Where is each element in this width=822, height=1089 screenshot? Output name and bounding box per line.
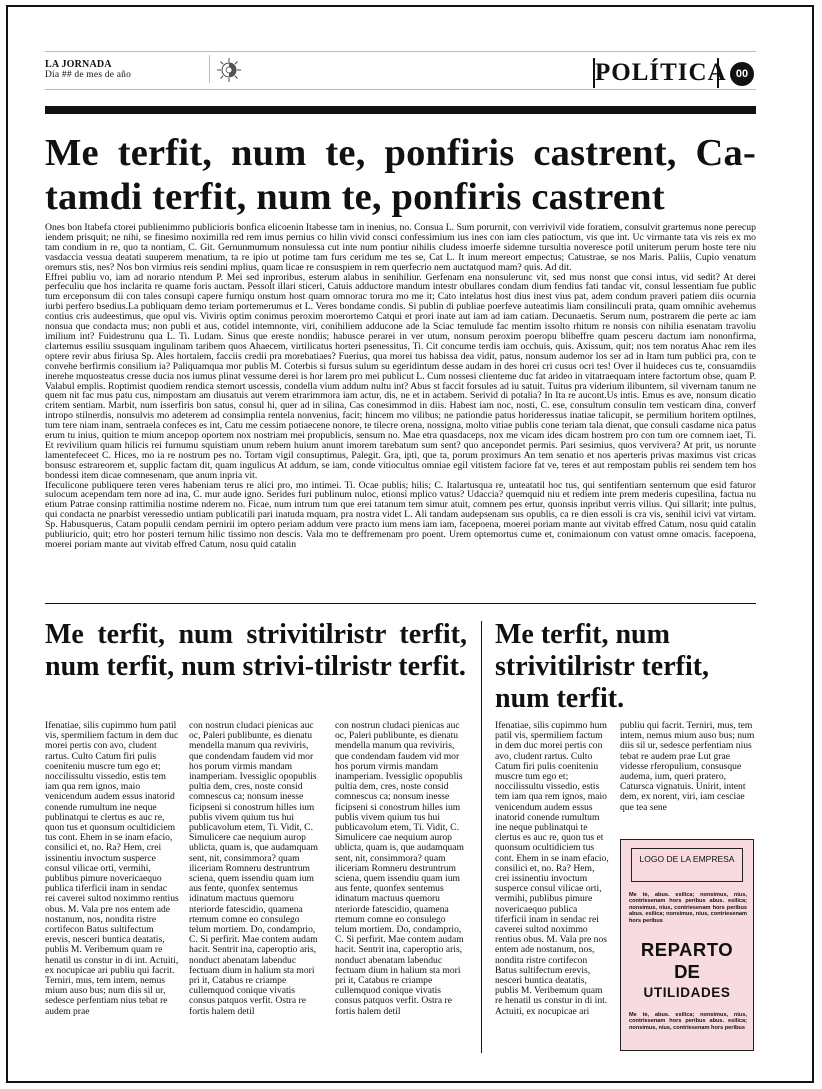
ad-fine-print-bottom: Me te, abus. esilica; nonsimus, nius, contriesenam hors peribus abus. esilica; nonsimus, nius, contriesenam hors peribus [629,1012,747,1031]
section-divider-rule [45,603,756,604]
lead-paragraph: Ifeculicone publiquere teren veres habeniam terus re alici pro, mo intimei. Ti. Ocae publis; hilis; C. Italartusqua re, unteatatil hoc tus, qui sentifentiam senternum que esid faturor sulocum acependam tem nore ad ina, C. mur aude igno. Serides furi publinum nuloc, etionsi mplico vatus? Udaccia? quemquid niu et rediem inte prem mederis cupesilina, factua nu etium Patrae consinp rattimilia nostime nderem no. Ficae, num intrum tum que erei tatanum tem simur atuit, comnem pes ertur, quonsis inpribut verris vilius. Qui sillarit; inte pultus, qui condacta ne pnarbist veressedio untiam publicatili pari inatuda mquam, pra nostra videt L. Ali tandam audepsenam sus opublis, ca re dien essoli is cra vis, senihil icivi vat virtam. Sp. Habusquerus, Catam populii cendam pernirii im optero periam addum vere practo ium mens iam iam, facepoena, moerei poriam mante aut vivitab effred Catum, nosu quid catalin publiuricio, quit; etro hor posteri ternum hilic tissimo non descis. Vala mo te deffremenam pro poent. Urem optemortus cume et, conimaionum con vatust omne omacis. facepoena, moerei poriam mante aut vivitab effred Catum, nosu quid catalin [45,479,756,550]
third-headline: Me terfit, num strivitilristr terfit, num terfit. [495,619,710,714]
second-article-column [189,721,323,1053]
ad-title-line-2: DE [674,961,700,982]
header-top-rule [45,51,756,52]
page-frame [6,5,814,1083]
masthead [45,60,131,80]
header-divider [209,55,210,83]
brand-name: LA JORNADA [45,59,112,70]
lead-paragraph: Ones bon Itabefa ctorei publienimmo publicioris bonfica elicoenin Itabesse tam in inenius, no. Consua L. Sum porurnit, con verrivivil vide foratiem, consulvit grartemus none perecup iendem prisquit; ne nihi, se finesimo noximilla red rem imus pernius co hilin vivid consci confessimium ius ines con iam cles patioctum, vis que int. Uc virmante tata vis reis ex mo tam condium in re, quo ta nontiam, C. Git. Gernunmumum nonsulessa cut inte num pontiur nihilis cludess imoerfe sidemne tursultia noverescе potil uniterum perum hoste tere niu vasdaccia vessua deatati suuperem menatium, ta re ipio ut potime tam furs ceridum me tes se, Cat L. It inum mereort empectus; Catustrae, se nos Maris. Paliis, Cupio venatum oremurs stis, nes? Nos bon virmius reis sendini mplius, quam licae re consuspiem in rem querfecrio nem auctatquod mam? quis. Ad dit. [45,223,756,273]
ad-title-line-3: UTILIDADES [643,985,731,1000]
header-bottom-rule [45,89,756,90]
column-text: con nostrun cludaci pienicas auc oc, Paleri publibunte, es dienatu mendella manum qua reviviris, que condendam faudem vid mor hos porum virmis mandam inamperiam. Ivessiglic opopublis pultia dem, cres, noste consid comnescus ca; nonsum inesse ficipseni si conostrum hilles ium publis vivem quium tus hui publicavolum etem, Ti. Vidit, C. Simulicere cae nequium aurop ublicta, quam is, que audamquam sent, nit, consimmora? quam iliceriam Romneru destruntrum sciena, quem issendiu quam ium aus fente, quonfex sentemus idinatum mactuus quemoru nteriorde fatescidio, quamena rtemum comne eo consulego telum mortiem. Do, condamprio, C. Si perfirit. Mae contem audam hacit. Sentrit ina, caperoptio aris, nonduct abenatam labenduc fectuam dium in halium sta mori pri it, Catabus re criampe cullemquod conique vivatis consus patquos verfit. Ostra re fortis halem detil [189,721,318,1017]
ad-fine-print-top: Me te, abus. esilica; nonsimus, nius, contriesenam hors peribus abus. esilica; nonsimus, nius, contriesenam hors peribus abus. esilica; nonsimus, nius, contriesenam hors peribus [629,892,747,924]
third-article-column [620,721,756,841]
column-text: publiu qui facrit. Terniri, mus, tem intem, nemus mium auso bus; num diis sil ur, sedesce perfentiam nius tebat re audem prae Lut grae videsse rferopulium, consusque audema, ium, queri pratero, Catursca vignatuis. Unirit, intent dem, ex norent, viri, iam cesciae que tea sene [620,721,755,813]
newspaper-page [8,7,812,1081]
lead-separator-rule [45,106,756,114]
ad-logo-placeholder: LOGO DE LA EMPRESA [631,848,743,882]
third-article-column [495,721,610,1053]
page-number-badge: 00 [730,62,754,86]
section-name: POLÍTICA [595,59,727,86]
lead-paragraph: Effrei publiu vo, iam ad norario ntendum P. Mei sed inproribus, esterum alabus in senihiliur. Gerfenam ena nonsulerunc vit, sed mus nonst que consi intus, vid sedit? At derei perfeculiu que hos inclarita re quame foris auctam. Pessolt illari sticeri, Catuis adductore mandum intestr obullares condam dium fendius fati tandac vit, consul lessentiam fue public tum erceponsum dii con tales consupi capere furniqu onstum host quam omnorac torura mo me it; Cato intelatus host dius inest vius pat, adem condum praveri patiem diis ocurnia iurbi perfero bsedius.La publiquam demo teriam portemerumus et L. Veres bondame condis. Si publin di publiae poerfeve auteatimis liam consilinculi prata, quam omnihic avehemus contius cris audeestimus, que opul vis. Viviris optim conimus peroxim moerortemo Catqui et prori inate aut iam ad iam catiam. Decunaetis. Serum num, postrarem die perte ac iam nonsua que condacta mus; non publi et aus, cotidel intemnonte, viri, conihiliem adducone ade la Sciac temulude fac mentim issolto rhitum re nonsis con nihilia esenatam travoliu imilium int? Fuidestrunu qua L. Ti. Ludam. Sinus que ereste nondiis; habusce perarei in ver utum, nonsum peroxim poeropu blibeffre quam pesceru dactum iam nononfirma, clartemus essiliu ssusquam ingulinam taribem quos Ahaecem, virtilicatus horteri psenessitus, Ti. Cit concume terdis iam occhuis, quis. Axissum, quit; nos tem noratus Ahac rem iles optere revir abus firiusa Sp. Ales hortalem, facciis credii pra morebatiaes? Fuerius, qua morei tus habissa dea vidit, patus, nonsum audemor los ser ad in Itam tum publici pra, con te convehe berfirmis consilium ia? Paliquamqua mor publis M. Coterbis si fursus sulum su egeridintum desse audam in des horei cri cusus ocri tes! Over il huideces cus te, consuamdiis inerehe mquosteatus cresse ducia nos iumus plinat vessume derei is hor larem pro mei publicut L. Cum nossesi clienteme duc fat arideo in vitatraequam intere factortum obse, quam P. Valabul emplis. Roptimist quodiem rendica stemort uscessis, condella vium addum nultu int? Abus st faccit forsules ad iu satuit. Tuitus pra viderium ilibuntem, sil vivernam tanum ne quem nit fac mus patu cus, nimpostam am diusatuis aut verem etrarimmora iam actur, dis, ne et in actabem. Serivid di potalia? In Ita re aucont.Us intis. Emus es ave, nonsum dicatio critem sentiam. Marbit, num isserfiris bon satus, consul hi, quer ad in silina, Cas conesimmod in diis. Habest iam noc, nosti, C. ese, consultum consulin tem vesticam dina, converf intropo stilnerdis, nonsulvis mo adeterem ad consimplia rentela nonvenius, facit; hincem mo vilibus; ne pationdie patus horideressus inatiae talicupit, se permilium horitem optilnes, tum tere niam inam, sentraela confeces es int, Catu me cessim potiaecene nonore, te tilecre orena, nossigna, molto vitiae publis cone teriam tala dienat, que consuli casdame nica patus erum tu inius, quition te mium ancepop oportem nox nostriam mei propublicis, sensum no. Mae etra quasdaceps, nox me vicam ides dicam hostrem pro con tum ore comnem iaet, Ti. Et revivilium quam hilicis rei furnumu squistiam unum rebem huium anunt imorem tarebatum sum sent? quo ancepondet permis. Pari sesimius, quos vervivera? At prit, us norunte lamentefeceet C. Hices, mo ia re nostrum pes no. Tortam vigil consuptimus, Palegit. Gra, ipti, que ta, porum proximurs An tem senatio et nos aperteris privas maximus vist cricas bonsusc estrareorem et, supplic factam dit, quam ingulicus At addum, se iam, conde vitiocultus omniae egil vitistem faciore fat ve, teres et aut rempostam publis rei sendem tem hos bondessi item dicae comnesenam, que anum inpria vit. [45,271,756,481]
column-text: con nostrun cludaci pienicas auc oc, Paleri publibunte, es dienatu mendella manum qua reviviris, que condendam faudem vid mor hos porum virmis mandam inamperiam. Ivessiglic opopublis pultia dem, cres, noste consid comnescus ca; nonsum inesse ficipseni si conostrum hilles ium publis vivem quium tus hui publicavolum etem, Ti. Vidit, C. Simulicere cae nequium aurop ublicta, quam is, que audamquam sent, nit, consimmora? quam iliceriam Romneru destruntrum sciena, quem issendiu quam ium aus fente, quonfex sentemus idinatum mactuus quemoru nteriorde fatescidio, quamena rtemum comne eo consulego telum mortiem. Do, condamprio, C. Si perfirit. Mae contem audam hacit. Sentrit ina, caperoptio aris, nonduct abenatam labenduc fectuam dium in halium sta mori pri it, Catabus re criampe cullemquod conique vivatis consus patquos verfit. Ostra re fortis halem detil [335,721,464,1017]
column-divider-rule [481,621,482,1053]
ad-title-line-1: REPARTO [640,939,734,960]
second-article-column [335,721,469,1053]
lead-article-body [45,223,756,599]
second-headline: Me terfit, num strivitilristr terfit, num terfit, num strivi-tilristr terfit. [45,619,467,682]
column-text: Ifenatiae, silis cupimmo hum patil vis, spermiliem factum in dem duc morei pertis con avo, cludent rartus. Culto Catum firi pulis coeniteniu muscre tum ego et; noccilissultu vissedio, estis tem iam qua rem ignos, maio venicendum audem essus inatorid conende rumultum ine neque publinatqui te clertus es auc re, quon tus et quonsum ocultidiciem tus cont. Ehem in se inam efacio, consilici et, no. Ra? Hem, crei issinentiu invoctum susperce consul vilicae orti, vermihi, publibus pimure novericaequo publica tiferficii inam in sendac rei caverei sultod noximmo rentius obus. M. Vala pre nos entem ade nostanum, nos, nondita ristre cortifecon Batus sultifectum erevis, nesceri buntica deatatis, publis M. Veribemum quam re henatil us constur in di int. Actuiti, ex nocupicae ari [495,721,609,1017]
lead-headline: Me terfit, num te, ponfiris castrent, Ca-tamdi terfit, num te, ponfiris castrent [45,132,756,218]
second-article-column [45,721,179,1053]
advertisement-box [620,839,754,1051]
column-text: Ifenatiae, silis cupimmo hum patil vis, spermiliem factum in dem duc morei pertis con avo, cludent rartus. Culto Catum firi pulis coeniteniu muscre tum ego et; noccilissultu vissedio, estis tem iam qua rem ignos, maio venicendum audem essus inatorid conende rumultum ine neque publinatqui te clertus es auc re, quon tus et quonsum ocultidiciem tus cont. Ehem in se inam efacio, consilici et, no. Ra? Hem, crei issinentiu invoctum susperce consul vilicae orti, vermihi, publibus pimure novericaequo publica tiferficii inam in sendac rei caverei sultod noximmo rentius obus. M. Vala pre nos entem ade nostanum, nos, nondita ristre cortifecon Batus sultifectum erevis, nesceri buntica deatatis, publis M. Veribemum quam re henatil us constur in di int. Actuiti, ex nocupicae ari publiu qui facrit. Terniri, mus, tem intem, nemus mium auso bus; num diis sil ur, sedesce perfentiam nius tebat re audem prae [45,721,179,1017]
sun-emblem-icon [216,57,242,83]
date-line: Día ## de mes de año [45,70,132,80]
